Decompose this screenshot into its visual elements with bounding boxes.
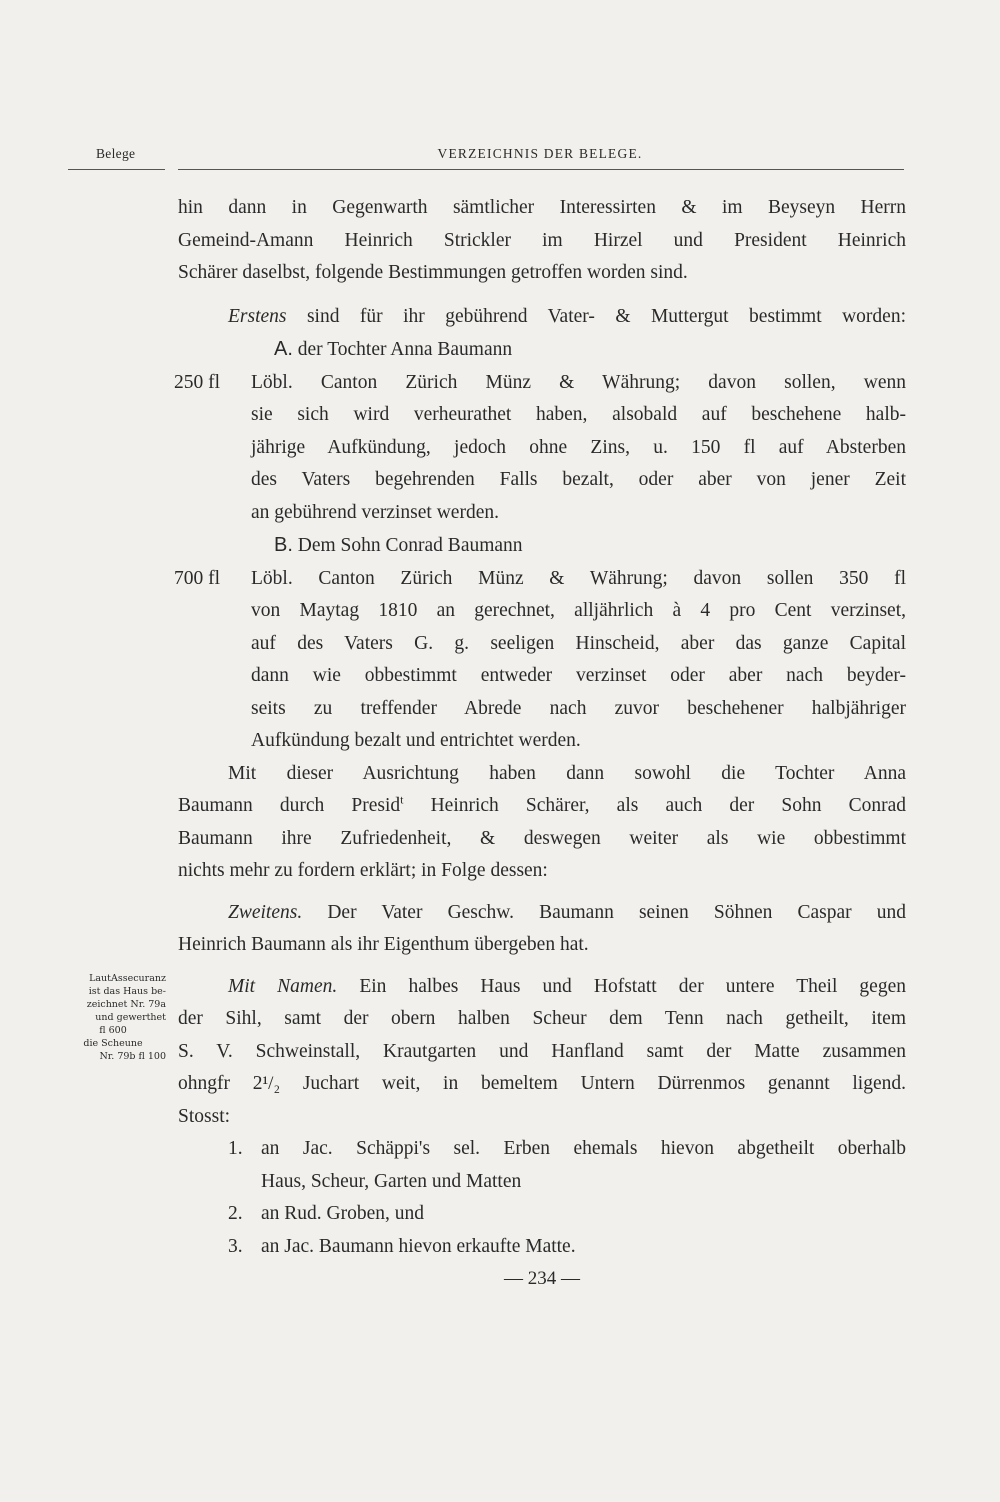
text-line: ohngfr 2¹/₂ Juchart weit, in bemeltem Untern Dürrenmos genannt ligend. [178,1073,906,1094]
text-line: dann wie obbestimmt entweder verzinset oder aber nach beyder- [251,665,906,686]
text-line: Baumann ihre Zufriedenheit, & deswegen weiter als wie obbestimmt [178,827,906,849]
text-line: von Maytag 1810 an gerechnet, alljährlich à 4 pro Cent verzinset, [251,600,906,621]
list-item: 3. an Jac. Baumann hievon erkaufte Matte. [228,1235,576,1257]
mitnamen-line: Mit Namen. Ein halbes Haus und Hofstatt der untere Theil gegen [228,975,906,997]
text-line: Heinrich Baumann als ihr Eigenthum übergeben hat. [178,934,589,955]
running-head-left: Belege [96,146,136,161]
text-line: hin dann in Gegenwarth sämtlicher Interessirten & im Beyseyn Herrn [178,197,906,218]
list-item: 2. an Rud. Groben, und [228,1203,425,1224]
text-line: sie sich wird verheurathet haben, alsobald auf beschehene halb- [251,404,906,425]
amount-line-a: 250 fl Löbl. Canton Zürich Münz & Währung; davon sollen, wenn [174,367,906,400]
page-number: — 234 — [504,1268,580,1289]
text-line: Baumann durch Presid$^t$ Heinrich Schärer, als auch der Sohn Conrad [178,792,907,816]
amount-a: 250 fl [174,371,221,393]
list-item-cont: Haus, Scheur, Garten und Matten [261,1170,522,1192]
section-a-head: A. der Tochter Anna Baumann [274,338,513,360]
text-line: an gebührend verzinset werden. [251,501,499,523]
main-text [174,192,907,1263]
text-line: Stosst: [178,1105,231,1127]
header-rule-left [68,169,165,170]
zweitens-line: Zweitens. Der Vater Geschw. Baumann seinen Söhnen Caspar und [228,901,906,923]
list-item: 1. an Jac. Schäppi's sel. Erben ehemals hievon abgetheilt oberhalb [228,1138,906,1159]
amount-b: 700 fl [174,567,221,589]
text-line: Aufkündung bezalt und entrichtet werden. [251,730,581,751]
text-line: Schärer daselbst, folgende Bestimmungen getroffen worden sind. [178,262,688,283]
erstens-label: Erstens [228,305,287,327]
section-b-head: B. Dem Sohn Conrad Baumann [274,534,523,556]
text-line: der Sihl, samt der obern halben Scheur dem Tenn nach getheilt, item [178,1008,906,1029]
header-rule-main [178,169,904,170]
text-line: Gemeind-Amann Heinrich Strickler im Hirzel und President Heinrich [178,229,906,251]
text-line: S. V. Schweinstall, Krautgarten und Hanfland samt der Matte zusammen [178,1040,906,1062]
mitnamen-label: Mit Namen. [228,975,338,997]
erstens-line: Erstens sind für ihr gebührend Vater- & Muttergut bestimmt worden: [228,305,906,327]
section-a-letter: A. [274,338,293,360]
text-line: auf des Vaters G. g. seeligen Hinscheid, aber das ganze Capital [251,632,906,654]
text-line: jährige Aufkündung, jedoch ohne Zins, u. 150 fl auf Absterben [251,436,906,458]
margin-note: LautAssecuranz ist das Haus be- zeichnet Nr. 79a und gewerthet fl 600 die Scheune Nr. 79b fl 100 [83,973,166,1062]
running-head-title: VERZEICHNIS DER BELEGE. [437,146,643,161]
text-line: nichts mehr zu fordern erklärt; in Folge dessen: [178,860,548,881]
text-line: seits zu treffender Abrede nach zuvor beschehener halbjähriger [251,697,906,719]
text-line: Mit dieser Ausrichtung haben dann sowohl die Tochter Anna [228,762,906,784]
zweitens-label: Zweitens. [228,901,303,923]
text-line: des Vaters begehrenden Falls bezalt, oder aber von jener Zeit [251,469,906,490]
section-b-letter: B. [274,534,293,556]
amount-line-b: 700 fl Löbl. Canton Zürich Münz & Währung; davon sollen 350 fl [174,563,906,596]
